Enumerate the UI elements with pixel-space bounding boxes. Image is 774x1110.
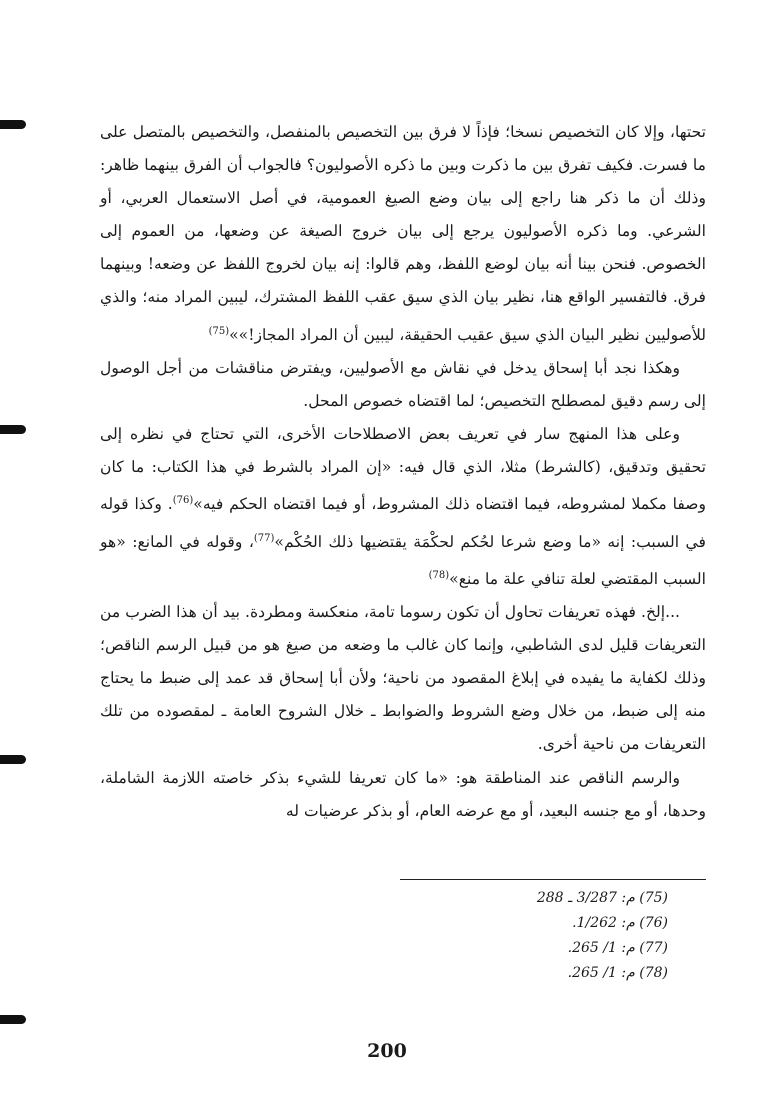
scan-mark-2 bbox=[0, 425, 26, 434]
footnote-76: (76) م: 1/262. bbox=[572, 915, 668, 931]
footnote-ref-75: (75) bbox=[208, 325, 230, 337]
paragraph-1: تحتها، وإلا كان التخصيص نسخا؛ فإذاً لا فرق بين التخصيص بالمنفصل، والتخصيص بالمتصل على ما فسرت. فكيف تفرق بين ما ذكرت وبين ما ذكره الأصوليون؟ فالجواب أن الفرق بينهما ظاهر: وذلك أن ما ذكر هنا راجع إلى بيان وضع الصيغ العمومية، في أصل الاستعمال العربي، أو الشرعي. وما ذكره الأصوليون يرجع إلى بيان خروج الصيغة عن وضعها، من العموم إلى الخصوص. فنحن بينا أنه بيان لوضع اللفظ، وهم قالوا: إنه بيان لخروج اللفظ عن وضعه! وبينهما فرق. فالتفسير الواقع هنا، نظير بيان الذي سيق عقب اللفظ المشترك، ليبين المراد منه؛ والذي للأصوليين نظير البيان الذي سيق عقيب الحقيقة، ليبين أن المراد المجاز!»»$^{(75)}$ bbox=[100, 123, 706, 344]
paragraph-5: والرسم الناقص عند المناطقة هو: «ما كان تعريفا للشيء بذكر خاصته اللازمة الشاملة، وحدها، أو مع جنسه البعيد، أو مع عرضه العام، أو بذكر عرضيات له bbox=[100, 768, 706, 820]
paragraph-4: ...إلخ. فهذه تعريفات تحاول أن تكون رسوما تامة، منعكسة ومطردة. بيد أن هذا الضرب من التعريفات قليل لدى الشاطبي، وإنما كان غالب ما وضعه من صيغ هو من قبيل الرسم الناقص؛ وذلك لكفاية ما يفيده في إبلاغ المقصود من ناحية؛ ولأن أبا إسحاق قد عمد إلى ضبط ما يحتاج منه إلى ضبط، من خلال وضع الشروط والضوابط ـ خلال الشروح العامة ـ لمقصوده من تلك التعريفات من ناحية أخرى. bbox=[100, 603, 706, 754]
footnote-ref-77: (77) bbox=[253, 532, 275, 544]
footnote-ref-78: (78) bbox=[428, 569, 450, 581]
body-text bbox=[100, 116, 706, 828]
page-number: 200 bbox=[367, 1040, 407, 1062]
footnotes bbox=[400, 886, 668, 986]
footnote-78: (78) م: 1/ 265. bbox=[567, 965, 668, 981]
scan-mark-1 bbox=[0, 120, 26, 129]
paragraph-2: وهكذا نجد أبا إسحاق يدخل في نقاش مع الأصوليين، ويفترض مناقشات من أجل الوصول إلى رسم دقيق لمصطلح التخصيص؛ لما اقتضاه خصوص المحل. bbox=[100, 358, 706, 410]
footnote-75: (75) م: 3/287 ـ 288 bbox=[536, 890, 668, 906]
scan-mark-3 bbox=[0, 755, 26, 764]
scan-mark-4 bbox=[0, 1015, 26, 1024]
footnote-ref-76: (76) bbox=[172, 495, 194, 507]
footnote-divider bbox=[400, 879, 706, 880]
footnote-77: (77) م: 1/ 265. bbox=[567, 940, 668, 956]
paragraph-3: وعلى هذا المنهج سار في تعريف بعض الاصطلاحات الأخرى، التي تحتاج في نظره إلى تحقيق وتدقيق، (كالشرط) مثلا، الذي قال فيه: «إن المراد بالشرط في هذا الكتاب: ما كان وصفا مكملا لمشروطه، فيما اقتضاه ذلك المشروط، أو فيما اقتضاه الحكم فيه»$^{(76)}$. وكذا قوله في السبب: إنه «ما وضع شرعا لحُكم لحكْمَة يقتضيها ذلك الحُكْم»$^{(77)}$، وقوله في المانع: «هو السبب المقتضي لعلة تنافي علة ما منع»$^{(78)}$ bbox=[100, 425, 707, 588]
